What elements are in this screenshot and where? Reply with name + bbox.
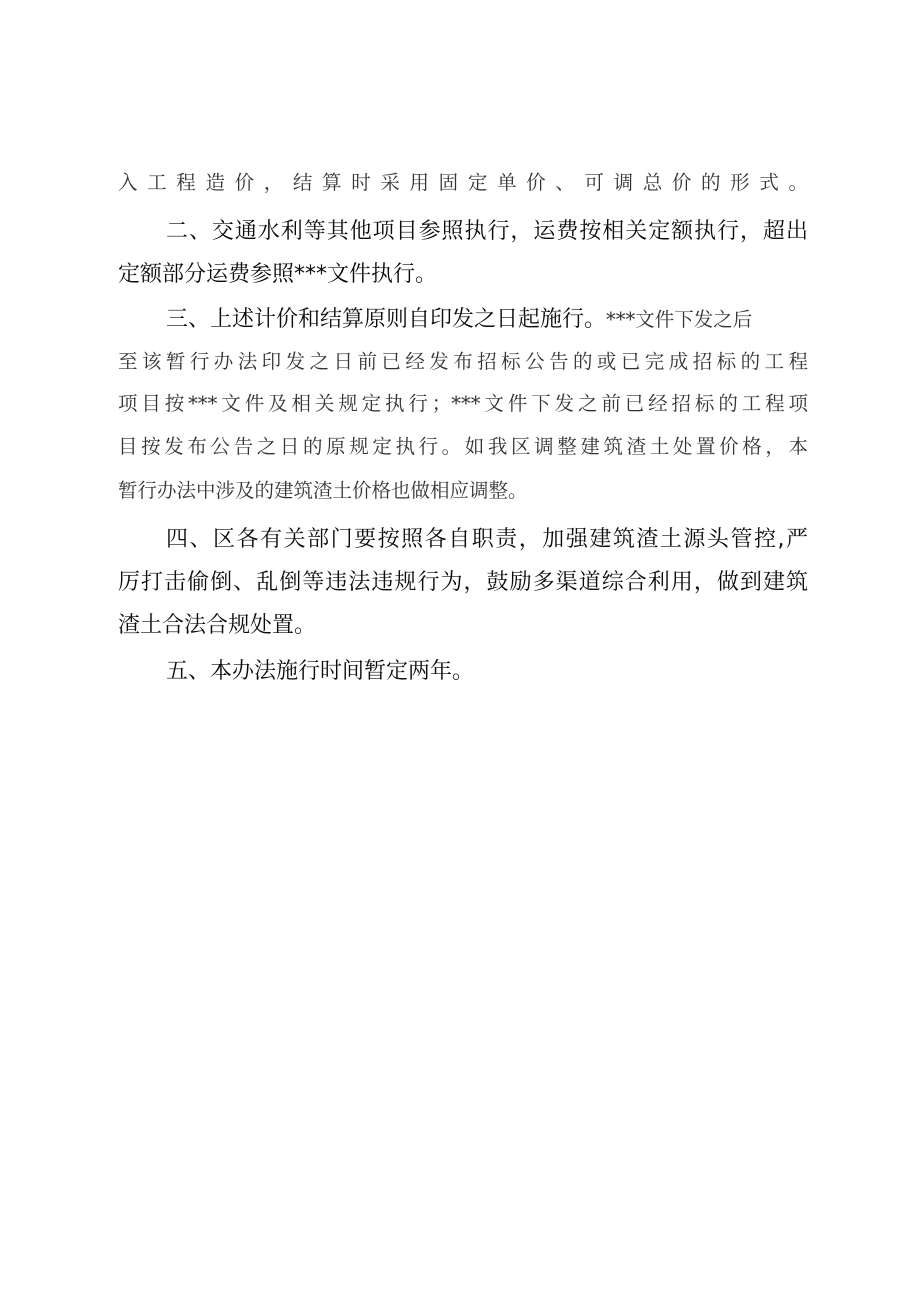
paragraph-4-line-3 [118,609,808,643]
text: 二、交通水利等其他项目参照执行，运费按相关定额执行，超出 [166,219,808,244]
paragraph-3-line-3 [118,387,808,421]
text: 四、区各有关部门要按照各自职责，加强建筑渣土源头管控,严 [166,527,808,552]
paragraph-2-line-2 [118,258,808,292]
text: 定额部分运费参照***文件执行。 [118,262,438,287]
paragraph-4-line-1 [166,523,808,557]
text: 入工程造价，结算时采用固定单价、可调总价的形式。 [118,171,808,194]
text: 暂行办法中涉及的建筑渣土价格也做相应调整。 [118,479,528,502]
paragraph-1-line-1 [118,166,808,200]
text: 厉打击偷倒、乱倒等违法违规行为，鼓励多渠道综合利用，做到建筑 [118,570,808,595]
paragraph-3-line-1 [166,303,808,337]
text: 渣土合法合规处置。 [118,613,317,638]
paragraph-3-tail: ***文件下发之后 [606,308,753,331]
text: 目按发布公告之日的原规定执行。如我区调整建筑渣土处置价格，本 [118,435,808,458]
paragraph-4-line-2 [118,566,808,600]
text: 项目按***文件及相关规定执行；***文件下发之前已经招标的工程项 [118,392,808,415]
text: 至该暂行办法印发之日前已经发布招标公告的或已完成招标的工程 [118,350,808,373]
text: 五、本办法施行时间暂定两年。 [166,659,475,684]
paragraph-3-line-4 [118,430,808,464]
paragraph-3-line-2 [118,345,808,379]
paragraph-5-line-1 [166,655,808,689]
paragraph-2-line-1 [166,215,808,249]
paragraph-3-lead: 三、上述计价和结算原则自印发之日起施行。 [166,307,607,332]
paragraph-3-line-5 [118,474,808,508]
